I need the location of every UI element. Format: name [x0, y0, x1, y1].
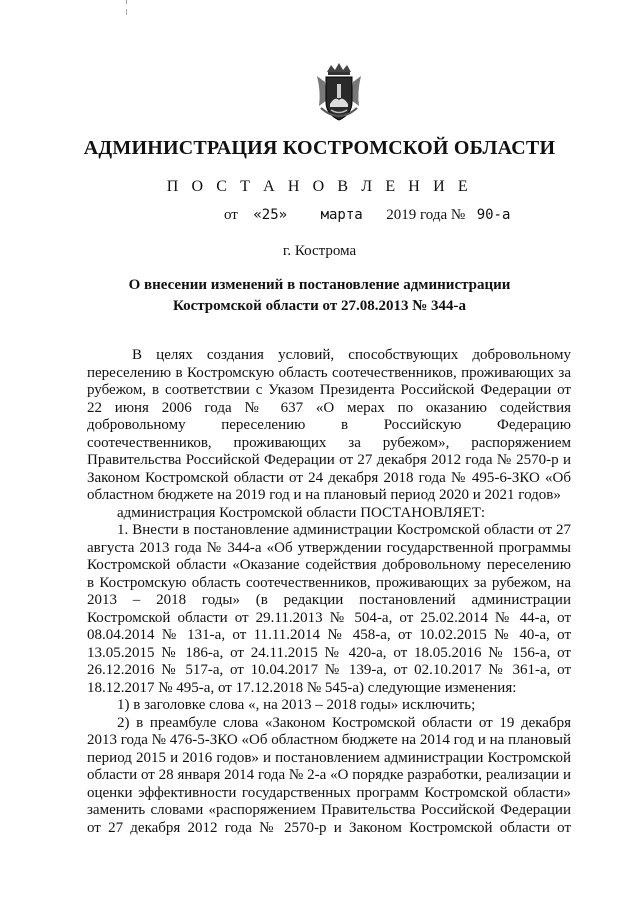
preamble-paragraph: В целях создания условий, способствующих добровольному переселению в Костромскую область соотечественников, проживающих за рубежом, в соответствии с Указом Президента Российской Федерации от 22 июня 2006 года № 637 «О мерах по оказанию содействия добровольному переселению в Российскую Федерацию соотечественников, проживающих за рубежом», распоряжением Правительства Российской Федерации от 27 декабря 2012 года № 2570-р и Законом Костромской области от 24 декабря 2018 года № 495-6-ЗКО «Об областном бюджете на 2019 год и на плановый период 2020 и 2021 годов» [87, 347, 571, 503]
date-day: «25» [253, 207, 288, 223]
city-name: г. Кострома [282, 243, 357, 259]
subject-line-2: Костромской области от 27.08.2013 № 344-а [172, 298, 467, 314]
subject-line-1: О внесении изменений в постановление администрации [128, 277, 511, 293]
date-line [224, 207, 510, 224]
scan-speck [125, 0, 128, 18]
document-subject [0, 275, 639, 317]
organization-title: АДМИНИСТРАЦИЯ КОСТРОМСКОЙ ОБЛАСТИ [83, 137, 556, 159]
decree-number: 90-а [476, 207, 511, 223]
item-1-1-paragraph: 1) в заголовке слова «, на 2013 – 2018 годы» исключить; [117, 697, 476, 713]
document-type: П О С Т А Н О В Л Е Н И Е [166, 178, 473, 195]
item-1-2-paragraph: 2) в преамбуле слова «Законом Костромской области от 19 декабря 2013 года № 476-5-ЗКО «Об областном бюджете на 2014 год и на плановый период 2015 и 2016 годов» и постановлением администрации Костромской области от 28 января 2014 года № 2-а «О порядке разработки, реализации и оценки эффективности государственных программ Костромской области» заменить словами «распоряжением Правительства Российской Федерации от 27 декабря 2012 года № 2570-р и Законом Костромской области от [87, 714, 571, 836]
coat-of-arms-emblem [313, 62, 365, 126]
document-body [87, 347, 571, 837]
date-month: марта [320, 207, 363, 223]
date-year: 2019 года № [386, 207, 466, 223]
decree-paragraph: администрация Костромской области ПОСТАНОВЛЯЕТ: [117, 504, 486, 521]
date-prefix: от [224, 207, 238, 223]
item-1-paragraph: 1. Внести в постановление администрации Костромской области от 27 августа 2013 года № 344-а «Об утверждении государственной программы Костромской области «Оказание содействия добровольному переселению в Костромскую область соотечественников, проживающих за рубежом, на 2013 – 2018 годы» (в редакции постановлений администрации Костромской области от 29.11.2013 № 504-а, от 25.02.2014 № 44-а, от 08.04.2014 № 131-а, от 11.11.2014 № 458-а, от 10.02.2015 № 40-а, от 13.05.2015 № 186-а, от 24.11.2015 № 420-а, от 18.05.2016 № 156-а, от 26.12.2016 № 517-а, от 10.04.2017 № 139-а, от 02.10.2017 № 361-а, от 18.12.2017 № 495-а, от 17.12.2018 № 545-а) следующие изменения: [87, 522, 571, 696]
